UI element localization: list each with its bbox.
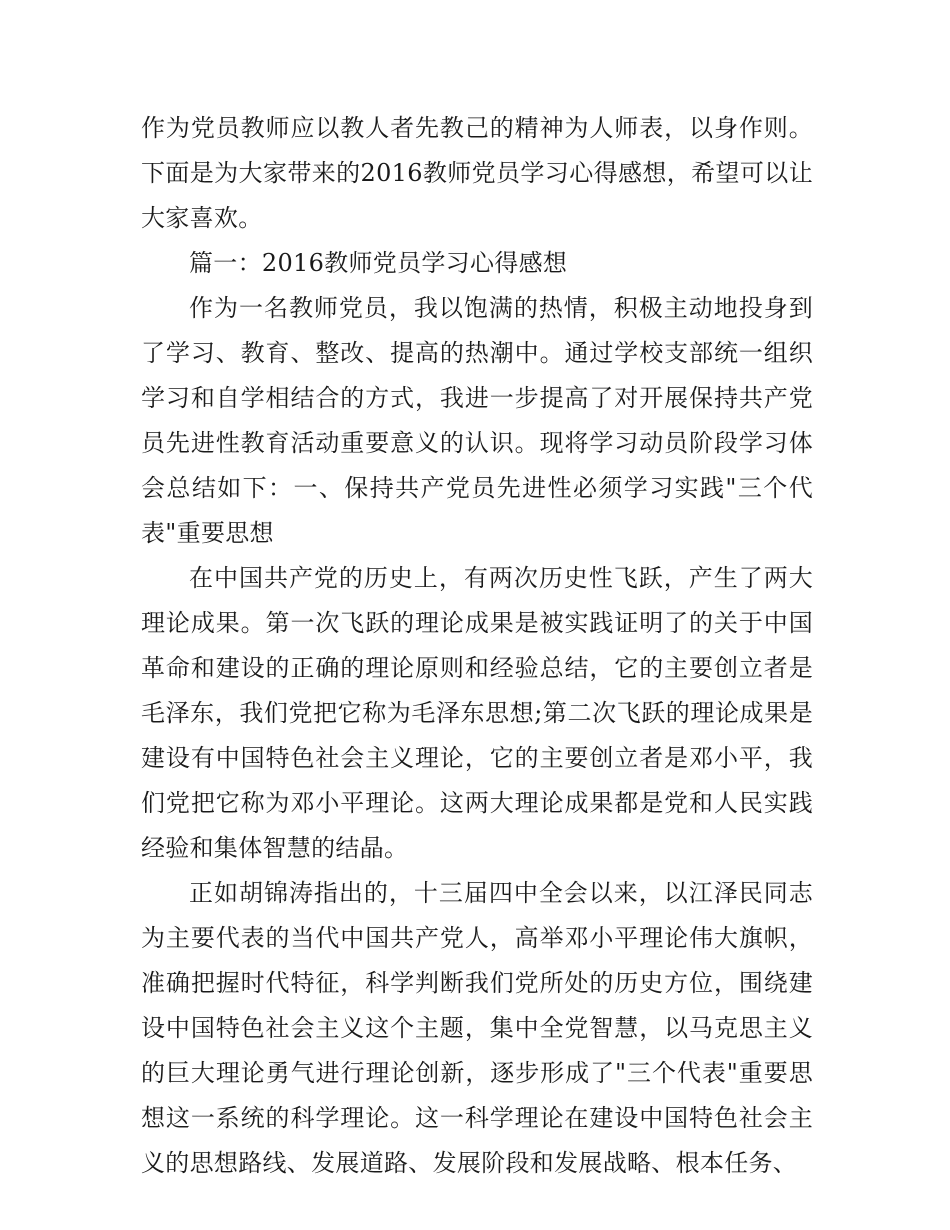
body-paragraph-2: 在中国共产党的历史上，有两次历史性飞跃，产生了两大理论成果。第一次飞跃的理论成果是被实践证明了的关于中国革命和建设的正确的理论原则和经验总结，它的主要创立者是毛泽东，我们党把它称为毛泽东思想;第二次飞跃的理论成果是建设有中国特色社会主义理论，它的主要创立者是邓小平，我们党把它称为邓小平理论。这两大理论成果都是党和人民实践经验和集体智慧的结晶。 — [141, 564, 813, 862]
intro-paragraph: 作为党员教师应以教人者先教己的精神为人师表，以身作则。下面是为大家带来的2016教师党员学习心得感想，希望可以让大家喜欢。 — [141, 114, 813, 232]
section-heading: 篇一：2016教师党员学习心得感想 — [189, 249, 568, 277]
document-body — [141, 106, 813, 1186]
body-paragraph-1: 作为一名教师党员，我以饱满的热情，积极主动地投身到了学习、教育、整改、提高的热潮中。通过学校支部统一组织学习和自学相结合的方式，我进一步提高了对开展保持共产党员先进性教育活动重要意义的认识。现将学习动员阶段学习体会总结如下：一、保持共产党员先进性必须学习实践"三个代表"重要思想 — [141, 294, 813, 547]
body-paragraph-3: 正如胡锦涛指出的，十三届四中全会以来，以江泽民同志为主要代表的当代中国共产党人，高举邓小平理论伟大旗帜，准确把握时代特征，科学判断我们党所处的历史方位，围绕建设中国特色社会主义这个主题，集中全党智慧，以马克思主义的巨大理论勇气进行理论创新，逐步形成了"三个代表"重要思想这一系统的科学理论。这一科学理论在建设中国特色社会主义的思想路线、发展道路、发展阶段和发展战略、根本任务、 — [141, 879, 813, 1177]
